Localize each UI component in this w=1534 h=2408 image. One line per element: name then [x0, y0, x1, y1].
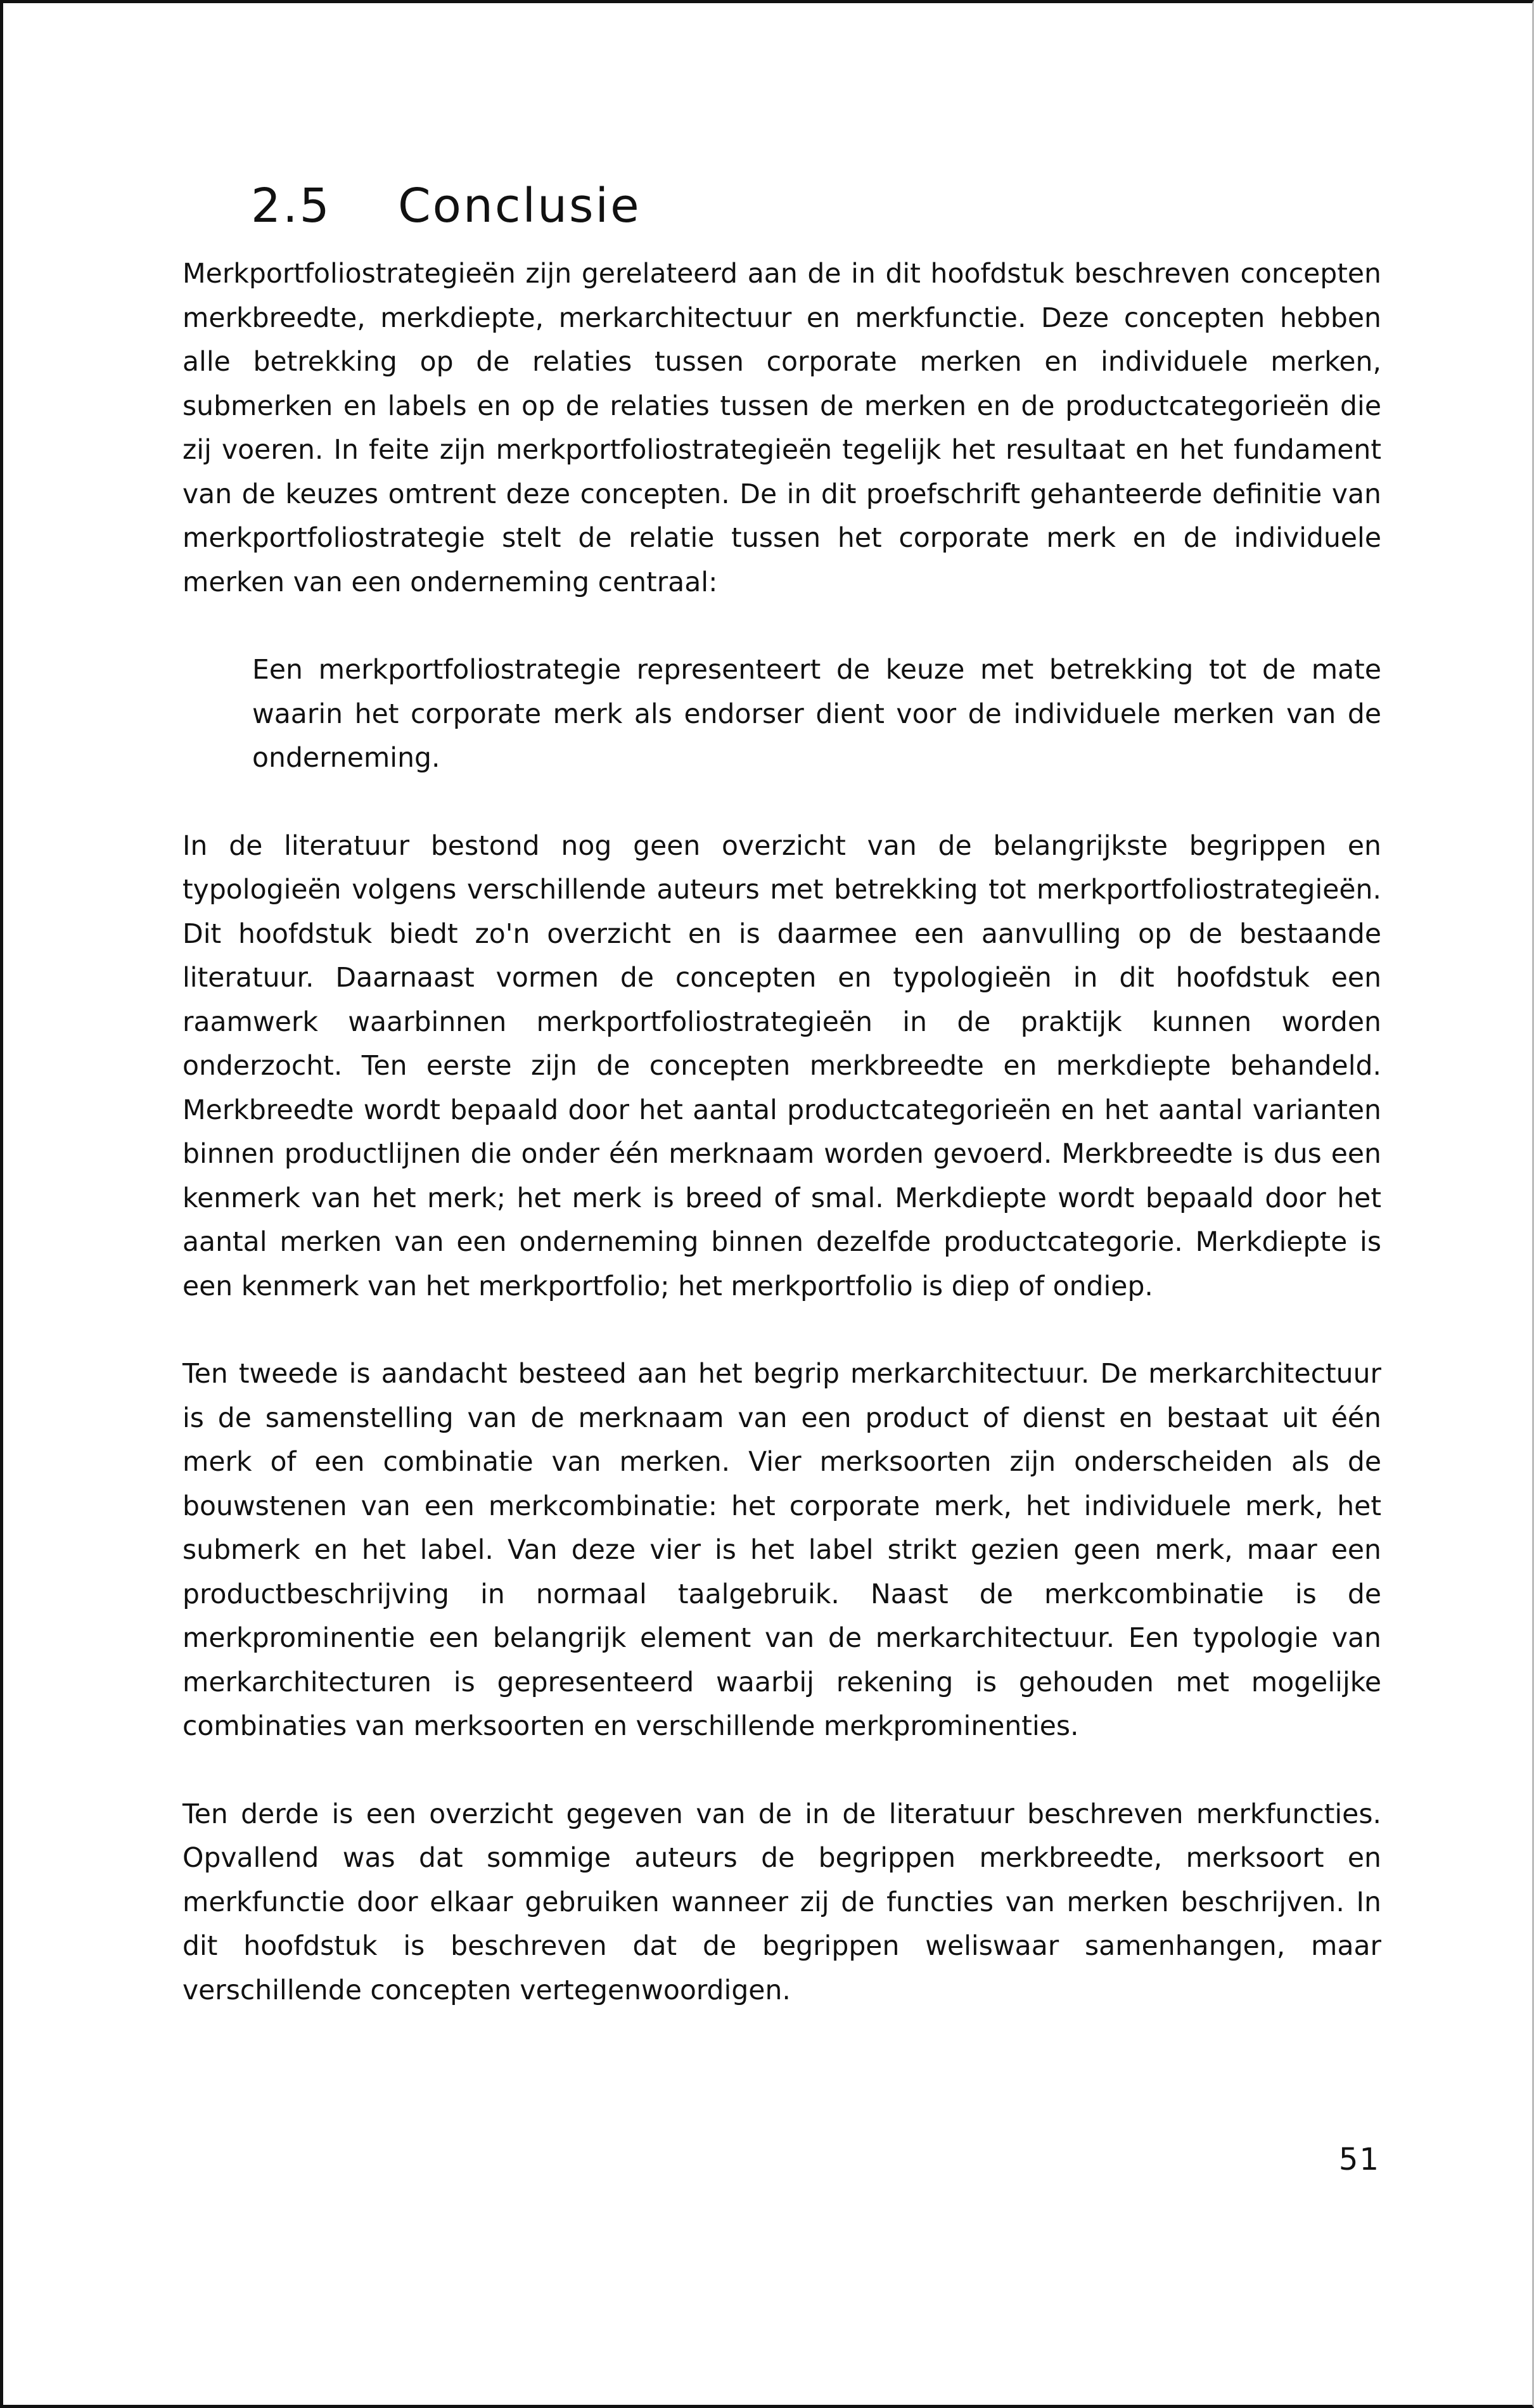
- paragraph-architecture: Ten tweede is aandacht besteed aan het begrip merkarchitectuur. De merkarchitectuur is de samenstelling van de merknaam van een product of dienst en bestaat uit één merk of een combinatie van merken. Vier merksoorten zijn onderscheiden als de bouwstenen van een merkcombinatie: het corporate merk, het individuele merk, het submerk en het label. Van deze vier is het label strikt gezien geen merk, maar een productbeschrijving in normaal taalgebruik. Naast de merkcombinatie is de merkprominentie een belangrijk element van de merkarchitectuur. Een typologie van merkarchitecturen is gepresenteerd waarbij rekening is gehouden met mogelijke combinaties van merksoorten en verschillende merkprominenties.: [182, 1359, 1381, 1742]
- section-title: Conclusie: [398, 179, 641, 233]
- section-number: 2.5: [251, 179, 331, 233]
- page-content: [182, 171, 1381, 2013]
- definition-quote: Een merkportfoliostrategie representeert de keuze met betrekking tot de mate waarin het corporate merk als endorser dient voor de individuele merken van de onderneming.: [252, 655, 1381, 774]
- page-number: 51: [1338, 2142, 1380, 2177]
- paragraph-functions: Ten derde is een overzicht gegeven van de in de literatuur beschreven merkfuncties. Opvallend was dat sommige auteurs de begrippen merkbreedte, merksoort en merkfunctie door elkaar gebruiken wanneer zij de functies van merken beschrijven. In dit hoofdstuk is beschreven dat de begrippen weliswaar samenhangen, maar verschillende concepten vertegenwoordigen.: [182, 1798, 1381, 2006]
- paragraph-intro: Merkportfoliostrategieën zijn gerelateerd aan de in dit hoofdstuk beschreven concepten merkbreedte, merkdiepte, merkarchitectuur en merkfunctie. Deze concepten hebben alle betrekking op de relaties tussen corporate merken en individuele merken, submerken en labels en op de relaties tussen de merken en de productcategorieën die zij voeren. In feite zijn merkportfoliostrategieën tegelijk het resultaat en het fundament van de keuzes omtrent deze concepten. De in dit proefschrift gehanteerde definitie van merkportfoliostrategie stelt de relatie tussen het corporate merk en de individuele merken van een onderneming centraal:: [182, 259, 1381, 598]
- paragraph-literature: In de literatuur bestond nog geen overzicht van de belangrijkste begrippen en typologieën volgens verschillende auteurs met betrekking tot merkportfoliostrategieën. Dit hoofdstuk biedt zo'n overzicht en is daarmee een aanvulling op de bestaande literatuur. Daarnaast vormen de concepten en typologieën in dit hoofdstuk een raamwerk waarbinnen merkportfoliostrategieën in de praktijk kunnen worden onderzocht. Ten eerste zijn de concepten merkbreedte en merkdiepte behandeld. Merkbreedte wordt bepaald door het aantal productcategorieën en het aantal varianten binnen productlijnen die onder één merknaam worden gevoerd. Merkbreedte is dus een kenmerk van het merk; het merk is breed of smal. Merkdiepte wordt bepaald door het aantal merken van een onderneming binnen dezelfde productcategorie. Merkdiepte is een kenmerk van het merkportfolio; het merkportfolio is diep of ondiep.: [182, 830, 1381, 1302]
- section-heading: [182, 171, 1381, 241]
